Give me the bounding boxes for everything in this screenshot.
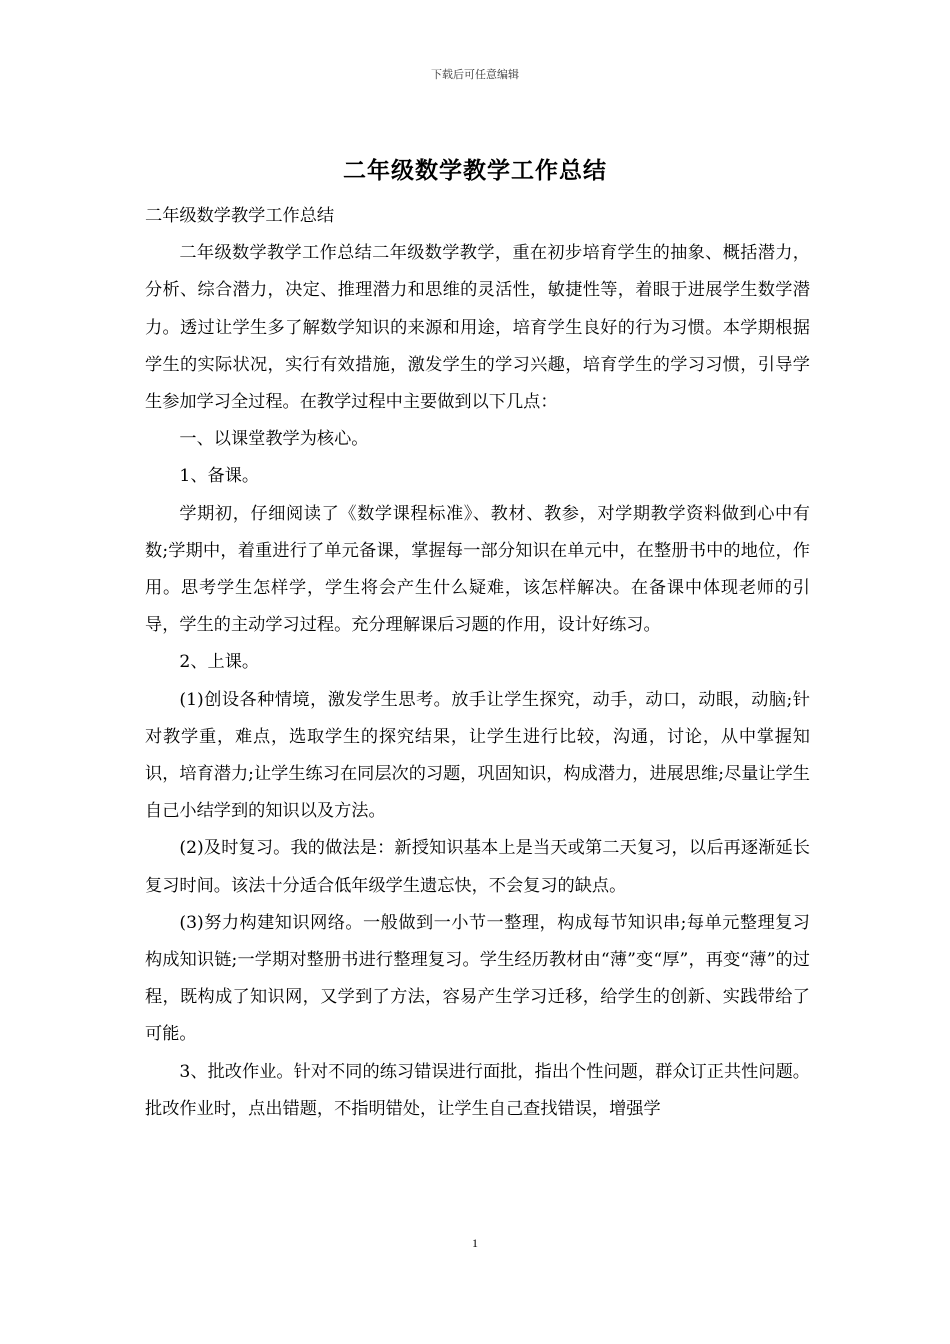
subtitle-paragraph: 二年级数学教学工作总结: [145, 206, 335, 226]
subsection-heading: 1、备课。: [179, 466, 260, 487]
subsection-heading: 2、上课。: [179, 652, 260, 673]
body-paragraph: 学期初，仔细阅读了《数学课程标准》、教材、教参，对学期教学资料做到心中有数;学期中，着重进行了单元备课，掌握每一部分知识在单元中，在整册书中的地位，作用。思考学生怎样学，学生将会产生什么疑难，该怎样解决。在备课中体现老师的引导，学生的主动学习过程。充分理解课后习题的作用，设计好练习。: [145, 503, 810, 636]
intro-paragraph: 二年级数学教学工作总结二年级数学教学，重在初步培育学生的抽象、概括潜力，分析、综合潜力，决定、推理潜力和思维的灵活性，敏捷性等，着眼于进展学生数学潜力。透过让学生多了解数学知识的来源和用途，培育学生良好的行为习惯。本学期根据学生的实际状况，实行有效措施，激发学生的学习兴趣，培育学生的学习习惯，引导学生参加学习全过程。在教学过程中主要做到以下几点：: [145, 243, 810, 413]
body-paragraph: 3、批改作业。针对不同的练习错误进行面批，指出个性问题，群众订正共性问题。批改作业时，点出错题，不指明错处，让学生自己查找错误，增强学: [145, 1061, 810, 1119]
header-note: 下载后可任意编辑: [431, 68, 519, 81]
body-paragraph: (3)努力构建知识网络。一般做到一小节一整理，构成每节知识串;每单元整理复习构成知识链;一学期对整册书进行整理复习。学生经历教材由“薄”变“厚”，再变“薄”的过程，既构成了知识网，又学到了方法，容易产生学习迁移，给学生的创新、实践带给了可能。: [145, 912, 810, 1045]
body-paragraph: (2)及时复习。我的做法是：新授知识基本上是当天或第二天复习，以后再逐渐延长复习时间。该法十分适合低年级学生遗忘快，不会复习的缺点。: [145, 838, 810, 896]
document-body: [145, 198, 810, 1128]
section-heading: 一、以课堂教学为核心。: [179, 429, 369, 450]
document-title: 二年级数学教学工作总结: [343, 158, 607, 184]
page-number: 1: [472, 1236, 478, 1250]
body-paragraph: (1)创设各种情境，激发学生思考。放手让学生探究，动手，动口，动眼，动脑;针对教学重，难点，选取学生的探究结果，让学生进行比较，沟通，讨论，从中掌握知识，培育潜力;让学生练习在同层次的习题，巩固知识，构成潜力，进展思维;尽量让学生自己小结学到的知识以及方法。: [145, 689, 810, 822]
